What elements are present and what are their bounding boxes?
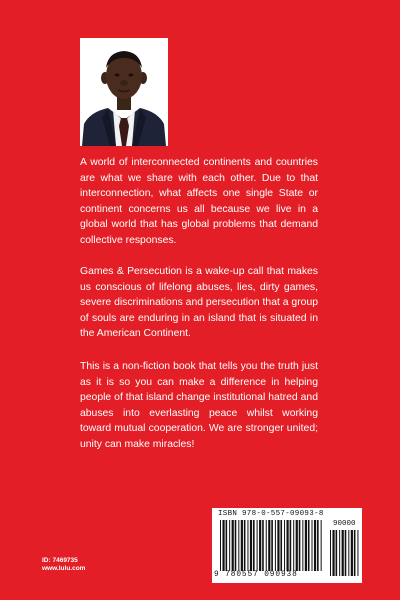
barcode-bar — [357, 530, 358, 576]
product-id-line: ID: 7469735 — [42, 557, 78, 564]
barcode-bar — [244, 520, 246, 571]
barcode-bar — [336, 530, 338, 576]
barcode-bar — [266, 520, 267, 571]
barcode-bar — [317, 520, 319, 571]
barcode-box — [212, 508, 362, 583]
blurb-paragraph-2: Games & Persecution is a wake-up call that makes us conscious of lifelong abuses, lies, dirty games, severe discriminations and persecution that a group of souls are enduring in an island that is situated in the American Continent. — [80, 266, 318, 340]
barcode-bar — [296, 520, 298, 571]
barcode-bar — [342, 530, 344, 576]
barcode-bar — [290, 520, 292, 571]
barcode-bar — [354, 530, 356, 576]
barcode-bar — [302, 520, 303, 571]
barcode-bar — [321, 520, 322, 571]
barcode-bar — [247, 520, 248, 571]
barcode-bar — [268, 520, 270, 571]
barcode-bar — [312, 520, 313, 571]
barcode-bar — [222, 520, 224, 571]
barcode-bar — [232, 520, 234, 571]
barcode-bar — [259, 520, 261, 571]
barcode-bar — [253, 520, 255, 571]
barcode-bar — [332, 530, 334, 576]
barcode-bar — [314, 520, 316, 571]
barcode-bar — [345, 530, 347, 576]
barcode-bar — [280, 520, 282, 571]
author-portrait-icon — [80, 38, 168, 146]
barcode-bar — [299, 520, 301, 571]
barcode-bar — [348, 530, 349, 576]
barcode-bar — [220, 520, 221, 571]
barcode-bar — [308, 520, 310, 571]
barcode-bar — [250, 520, 252, 571]
barcode-bar — [271, 520, 273, 571]
barcode-bar — [284, 520, 285, 571]
barcode-bar — [351, 530, 353, 576]
barcode-bar — [226, 520, 228, 571]
author-photo — [80, 38, 168, 146]
barcode-bar — [287, 520, 289, 571]
publisher-website: www.lulu.com — [42, 565, 86, 572]
barcode-bar — [238, 520, 239, 571]
ean-digits: 9 780557 090938 — [214, 571, 298, 579]
barcode-bar — [241, 520, 243, 571]
barcode-bar — [229, 520, 230, 571]
barcode-bar — [293, 520, 294, 571]
barcode-bar — [257, 520, 258, 571]
blurb-paragraph-3: This is a non-fiction book that tells you the truth just as it is so you can make a difference in helping people of that island change institutional hatred and abuses into everlasting peace whilst working toward mutual cooperation. We are stronger united; unity can make miracles! — [80, 361, 318, 450]
barcode-bar — [330, 530, 331, 576]
publisher-id-block — [42, 557, 85, 573]
isbn-text: ISBN 978-0-557-09093-8 — [218, 510, 324, 518]
blurb-paragraph-1: A world of interconnected continents and countries are what we share with each other. Due to that interconnection, what affects one single State or continent concerns us all because we live in a global world that has global problems that demand collective responses. — [80, 157, 318, 246]
barcode-bar — [305, 520, 307, 571]
addon-number: 90000 — [333, 520, 356, 528]
barcode-bar — [262, 520, 264, 571]
barcode-bar — [277, 520, 279, 571]
barcode-bar — [339, 530, 340, 576]
barcode-bar — [235, 520, 237, 571]
barcode-bar — [275, 520, 276, 571]
